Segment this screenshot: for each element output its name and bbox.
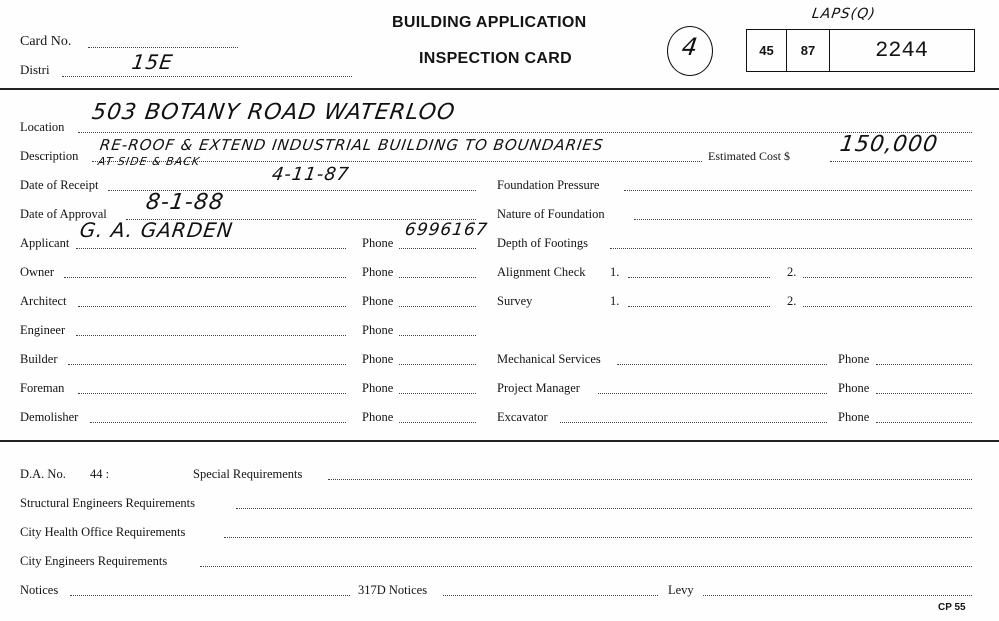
survey-num1: 1. [610, 294, 620, 308]
foundation-pressure-line [624, 190, 972, 191]
mech-services-label: Mechanical Services [497, 352, 601, 366]
city-engineers-requirements-line [200, 566, 972, 567]
builder-phone-label: Phone [362, 352, 394, 366]
box-cell-2: 87 [787, 30, 830, 71]
foreman-phone-label: Phone [362, 381, 394, 395]
box-number: 2244 [875, 38, 928, 63]
date-receipt-value: 4-11-87 [270, 164, 351, 185]
demolisher-line [90, 422, 346, 423]
applicant-value: G. A. GARDEN [78, 218, 235, 242]
location-line [78, 132, 972, 133]
engineer-label: Engineer [20, 323, 66, 337]
survey-num2: 2. [787, 294, 797, 308]
owner-line [64, 277, 346, 278]
builder-label: Builder [20, 352, 58, 366]
engineer-phone-label: Phone [362, 323, 394, 337]
architect-phone-label: Phone [362, 294, 394, 308]
engineer-line [76, 335, 346, 336]
special-requirements-line [328, 479, 972, 480]
levy-line [703, 595, 972, 596]
applicant-phone-line [399, 248, 476, 249]
date-approval-label: Date of Approval [20, 207, 107, 221]
demolisher-label: Demolisher [20, 410, 79, 424]
alignment-check-line2 [803, 277, 972, 278]
alignment-check-num1: 1. [610, 265, 620, 279]
notices-label: Notices [20, 583, 59, 597]
estimated-cost-label: Estimated Cost $ [708, 149, 790, 163]
notices-317d-label: 317D Notices [358, 583, 428, 597]
depth-footings-label: Depth of Footings [497, 236, 588, 250]
survey-line2 [803, 306, 972, 307]
mech-services-line [617, 364, 827, 365]
owner-phone-label: Phone [362, 265, 394, 279]
date-receipt-label: Date of Receipt [20, 178, 99, 192]
excavator-phone-label: Phone [838, 410, 870, 424]
notices-317d-line [443, 595, 658, 596]
application-number-box [746, 29, 975, 72]
health-requirements-line [224, 537, 972, 538]
description-value-line1: RE-ROOF & EXTEND INDUSTRIAL BUILDING TO BOUNDARIES [98, 136, 605, 154]
estimated-cost-line [830, 161, 972, 162]
foreman-phone-line [399, 393, 476, 394]
circled-number [667, 26, 713, 76]
project-manager-phone-label: Phone [838, 381, 870, 395]
excavator-label: Excavator [497, 410, 548, 424]
description-value-line2: AT SIDE & BACK [97, 155, 202, 168]
survey-label: Survey [497, 294, 533, 308]
builder-line [68, 364, 346, 365]
applicant-phone-label: Phone [362, 236, 394, 250]
title-line-1: BUILDING APPLICATION [392, 14, 587, 31]
architect-phone-line [399, 306, 476, 307]
form-code: CP 55 [938, 602, 966, 613]
excavator-phone-line [876, 422, 972, 423]
foreman-line [78, 393, 346, 394]
alignment-check-label: Alignment Check [497, 265, 586, 279]
owner-label: Owner [20, 265, 55, 279]
title-line-2: INSPECTION CARD [419, 50, 572, 67]
project-manager-line [598, 393, 827, 394]
description-label: Description [20, 149, 79, 163]
project-manager-phone-line [876, 393, 972, 394]
district-value: 15E [130, 50, 175, 74]
applicant-label: Applicant [20, 236, 70, 250]
district-label: Distri [20, 62, 50, 77]
foreman-label: Foreman [20, 381, 65, 395]
owner-phone-line [399, 277, 476, 278]
survey-line1 [628, 306, 770, 307]
structural-requirements-line [236, 508, 972, 509]
demolisher-phone-line [399, 422, 476, 423]
nature-foundation-label: Nature of Foundation [497, 207, 605, 221]
excavator-line [560, 422, 827, 423]
circled-number-value: 4 [680, 33, 701, 61]
levy-label: Levy [668, 583, 694, 597]
health-requirements-label: City Health Office Requirements [20, 525, 186, 539]
notices-line [70, 595, 350, 596]
location-value: 503 BOTANY ROAD WATERLOO [90, 100, 458, 125]
applicant-line [76, 248, 346, 249]
da-no-value: 44 : [90, 467, 110, 481]
date-approval-value: 8-1-88 [144, 190, 226, 215]
project-manager-label: Project Manager [497, 381, 580, 395]
alignment-check-line1 [628, 277, 770, 278]
card-no-line [88, 47, 238, 48]
district-line [62, 76, 352, 77]
architect-line [78, 306, 346, 307]
da-no-label: D.A. No. [20, 467, 66, 481]
location-label: Location [20, 120, 65, 134]
mech-phone-line [876, 364, 972, 365]
estimated-cost-value: 150,000 [838, 132, 940, 157]
structural-requirements-label: Structural Engineers Requirements [20, 496, 195, 510]
mech-phone-label: Phone [838, 352, 870, 366]
depth-footings-line [610, 248, 972, 249]
city-engineers-requirements-label: City Engineers Requirements [20, 554, 168, 568]
top-note: LAPS(Q) [810, 6, 877, 22]
foundation-pressure-label: Foundation Pressure [497, 178, 600, 192]
alignment-check-num2: 2. [787, 265, 797, 279]
box-cell-1: 45 [747, 30, 787, 71]
applicant-phone-value: 6996167 [403, 220, 490, 240]
demolisher-phone-label: Phone [362, 410, 394, 424]
middle-rule [0, 440, 999, 442]
builder-phone-line [399, 364, 476, 365]
top-rule [0, 88, 999, 90]
engineer-phone-line [399, 335, 476, 336]
card-no-label: Card No. [20, 34, 72, 49]
nature-foundation-line [634, 219, 972, 220]
architect-label: Architect [20, 294, 67, 308]
special-requirements-label: Special Requirements [193, 467, 303, 481]
